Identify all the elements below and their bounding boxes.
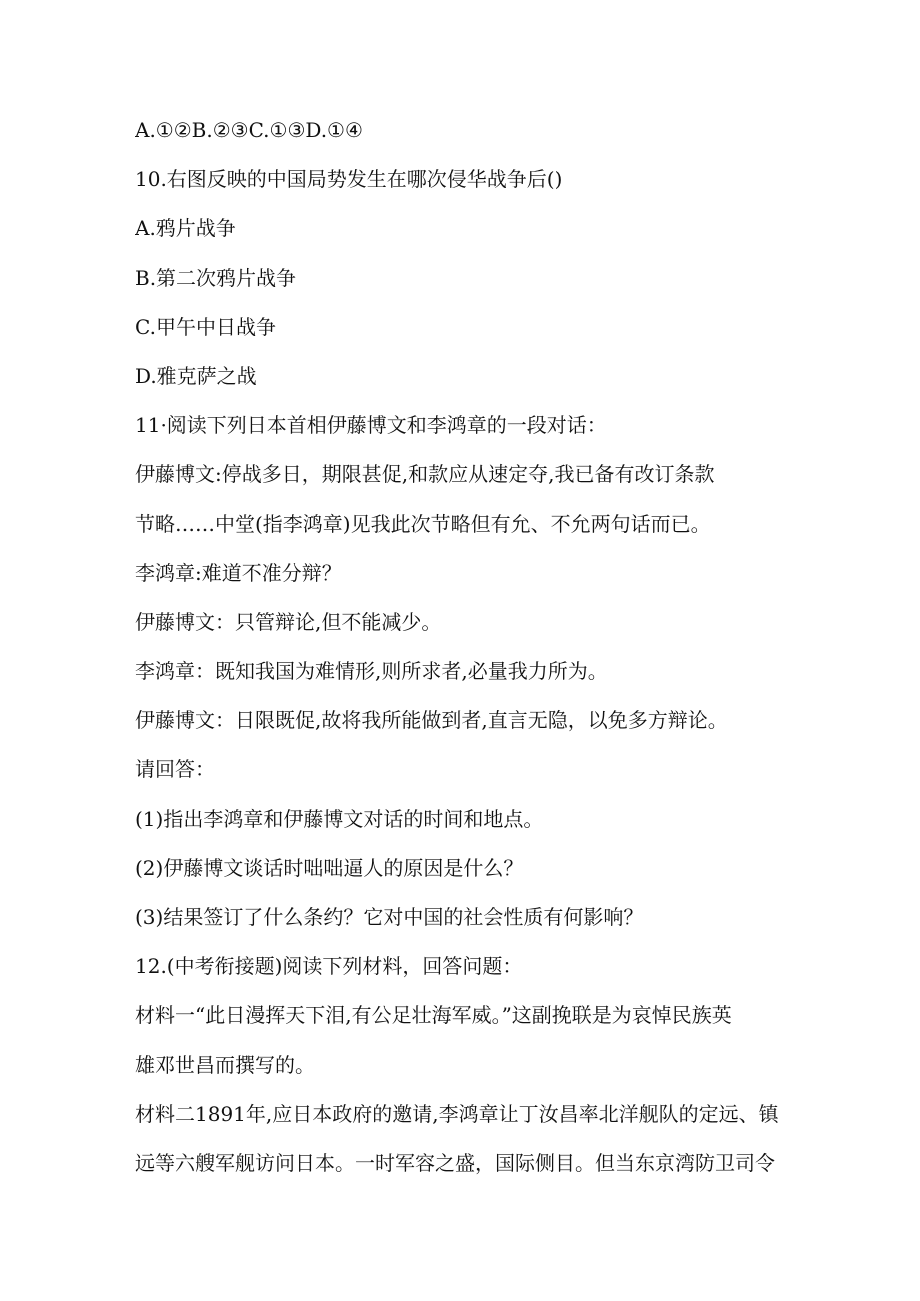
- q12-material1-line: 材料一“此日漫挥天下泪,有公足壮海军威。”这副挽联是为哀悼民族英: [135, 1003, 732, 1028]
- q9-options: A.①②B.②③C.①③D.①④: [135, 118, 363, 142]
- q11-prompt: 请回答：: [135, 757, 215, 782]
- page-content: [135, 106, 895, 1188]
- q11-dialogue-line: 伊藤博文：只管辩论,但不能减少。: [135, 609, 442, 634]
- q11-subquestion-2: (2)伊藤博文谈话时咄咄逼人的原因是什么？: [135, 855, 524, 880]
- q10-stem: 10.右图反映的中国局势发生在哪次侵华战争后(): [135, 167, 563, 192]
- q11-dialogue-line: 李鸿章：既知我国为难情形,则所求者,必量我力所为。: [135, 659, 608, 684]
- q10-option-a: A.鸦片战争: [135, 216, 236, 241]
- q12-material1-line: 雄邓世昌而撰写的。: [135, 1052, 315, 1077]
- q11-dialogue-line: 伊藤博文:停战多日，期限甚促,和款应从速定夺,我已备有改订条款: [135, 462, 715, 487]
- q10-option-c: C.甲午中日战争: [135, 314, 276, 339]
- q11-dialogue-line: 李鸿章:难道不准分辩？: [135, 560, 342, 585]
- q10-option-b: B.第二次鸦片战争: [135, 265, 297, 290]
- q12-material2-line: 材料二1891年,应日本政府的邀请,李鸿章让丁汝昌率北洋舰队的定远、镇: [135, 1101, 779, 1126]
- q11-dialogue-line: 伊藤博文：日限既促,故将我所能做到者,直言无隐，以免多方辩论。: [135, 708, 728, 733]
- q12-material2-line: 远等六艘军舰访问日本。一时军容之盛，国际侧目。但当东京湾防卫司令: [135, 1150, 775, 1175]
- q11-stem: 11·阅读下列日本首相伊藤博文和李鸿章的一段对话：: [135, 413, 607, 438]
- q10-option-d: D.雅克萨之战: [135, 363, 257, 388]
- q11-subquestion-3: (3)结果签订了什么条约？它对中国的社会性质有何影响？: [135, 905, 644, 929]
- q12-stem: 12.(中考衔接题)阅读下列材料，回答问题：: [135, 954, 523, 979]
- q11-subquestion-1: (1)指出李鸿章和伊藤博文对话的时间和地点。: [135, 806, 544, 831]
- q11-dialogue-line: 节略……中堂(指李鸿章)见我此次节略但有允、不允两句话而已。: [135, 511, 711, 536]
